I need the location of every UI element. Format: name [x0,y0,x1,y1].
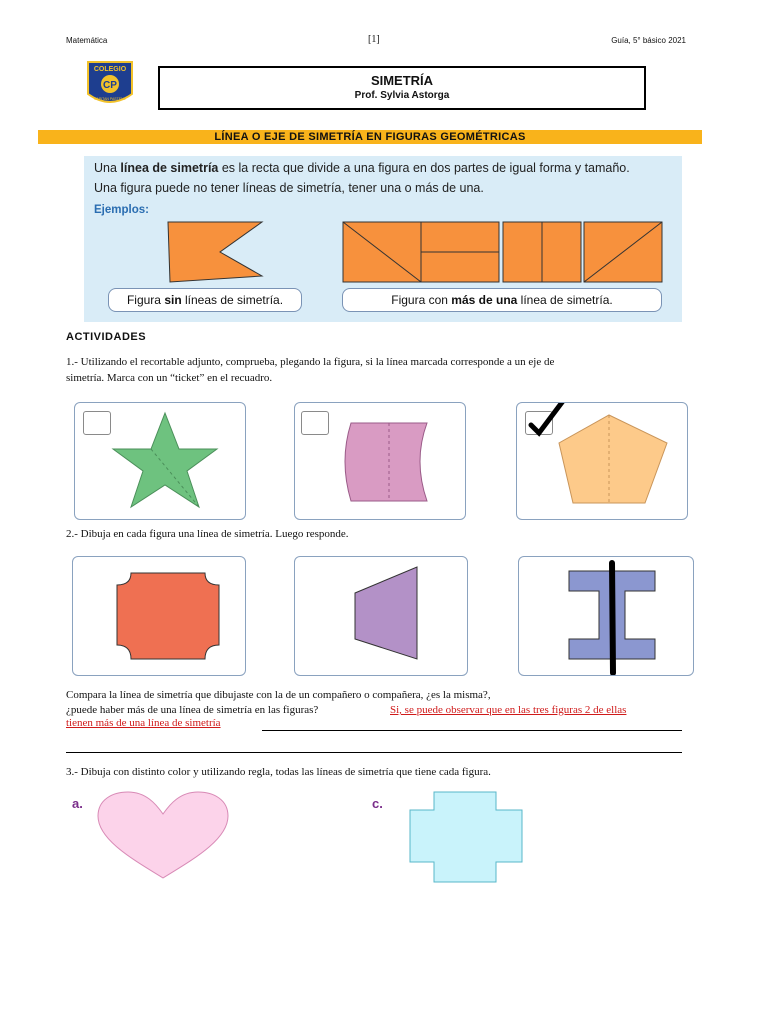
label-a: a. [72,796,83,811]
figure-card-i-shape [518,556,694,676]
pentagon-figure [517,403,687,519]
examples-label: Ejemplos: [94,204,149,216]
logo-top-text: COLEGIO [93,66,127,73]
school-logo [86,60,134,110]
figure-card-trapezoid [294,556,468,676]
figure-card-cylinder [294,402,466,520]
header-guide: Guía, 5° básico 2021 [611,36,686,45]
question-1-line-1: 1.- Utilizando el recortable adjunto, comprueba, plegando la figura, si la línea marcada corresponde a un eje de [66,356,555,368]
question-3: 3.- Dibuja con distinto color y utilizando regla, todas las líneas de simetría que tiene cada figura. [66,766,491,778]
definition-line-2: Una figura puede no tener líneas de simetría, tener una o más de una. [94,181,484,195]
definition-box [84,156,682,322]
answer-rule-2 [66,752,682,753]
answer-rule-1 [262,730,682,731]
compare-question-line-1: Compara la línea de simetría que dibujaste con la de un compañero o compañera, ¿es la misma?, [66,689,491,701]
author: Prof. Sylvia Astorga [354,90,450,101]
page-number: [1] [368,34,380,45]
label-no-symmetry [108,288,302,312]
section-banner: LÍNEA O EJE DE SIMETRÍA EN FIGURAS GEOMÉTRICAS [38,130,702,144]
definition-term: línea de simetría [120,161,219,175]
logo-letter: CP [103,80,117,91]
pill-left-text-a: Figura [126,293,165,307]
figure-card-star [74,402,246,520]
pill-right-text-a: Figura con [391,293,452,307]
cylinder-figure [295,403,465,519]
page-title: SIMETRÍA [370,73,434,88]
heart-figure [94,790,232,882]
answer-line-1[interactable]: Si, se puede observar que en las tres figuras 2 de ellas [390,704,627,716]
pill-left-text-b: líneas de simetría. [181,293,284,307]
checkmark-icon [531,403,563,433]
trapezoid-figure [295,557,467,675]
example-no-symmetry-shape [168,222,262,282]
header-subject: Matemática [66,36,108,45]
compare-question-line-2: ¿puede haber más de una línea de simetría en las figuras? [66,704,319,716]
pill-right-bold: más de una [451,293,518,307]
pill-right-text-b: línea de simetría. [517,293,613,307]
definition-text-a: Una [94,161,121,175]
i-shape-figure [519,557,693,675]
answer-line-2[interactable]: tienen más de una línea de simetría [66,717,221,729]
definition-text-b: es la recta que divide a una figura en dos partes de igual forma y tamaño. [218,161,630,175]
logo-bottom-text: CAPITAN PASTENE [94,97,126,101]
label-c: c. [372,796,383,811]
question-1-line-2: simetría. Marca con un “ticket” en el recuadro. [66,372,273,384]
star-figure [75,403,245,519]
activities-title: ACTIVIDADES [66,331,147,343]
octagon-figure [73,557,245,675]
figure-card-pentagon [516,402,688,520]
question-2: 2.- Dibuja en cada figura una línea de simetría. Luego responde. [66,528,349,540]
title-box [158,66,646,110]
pill-left-bold: sin [164,293,182,307]
figure-card-octagon [72,556,246,676]
label-multiple-symmetry [342,288,662,312]
cross-figure [408,790,524,884]
